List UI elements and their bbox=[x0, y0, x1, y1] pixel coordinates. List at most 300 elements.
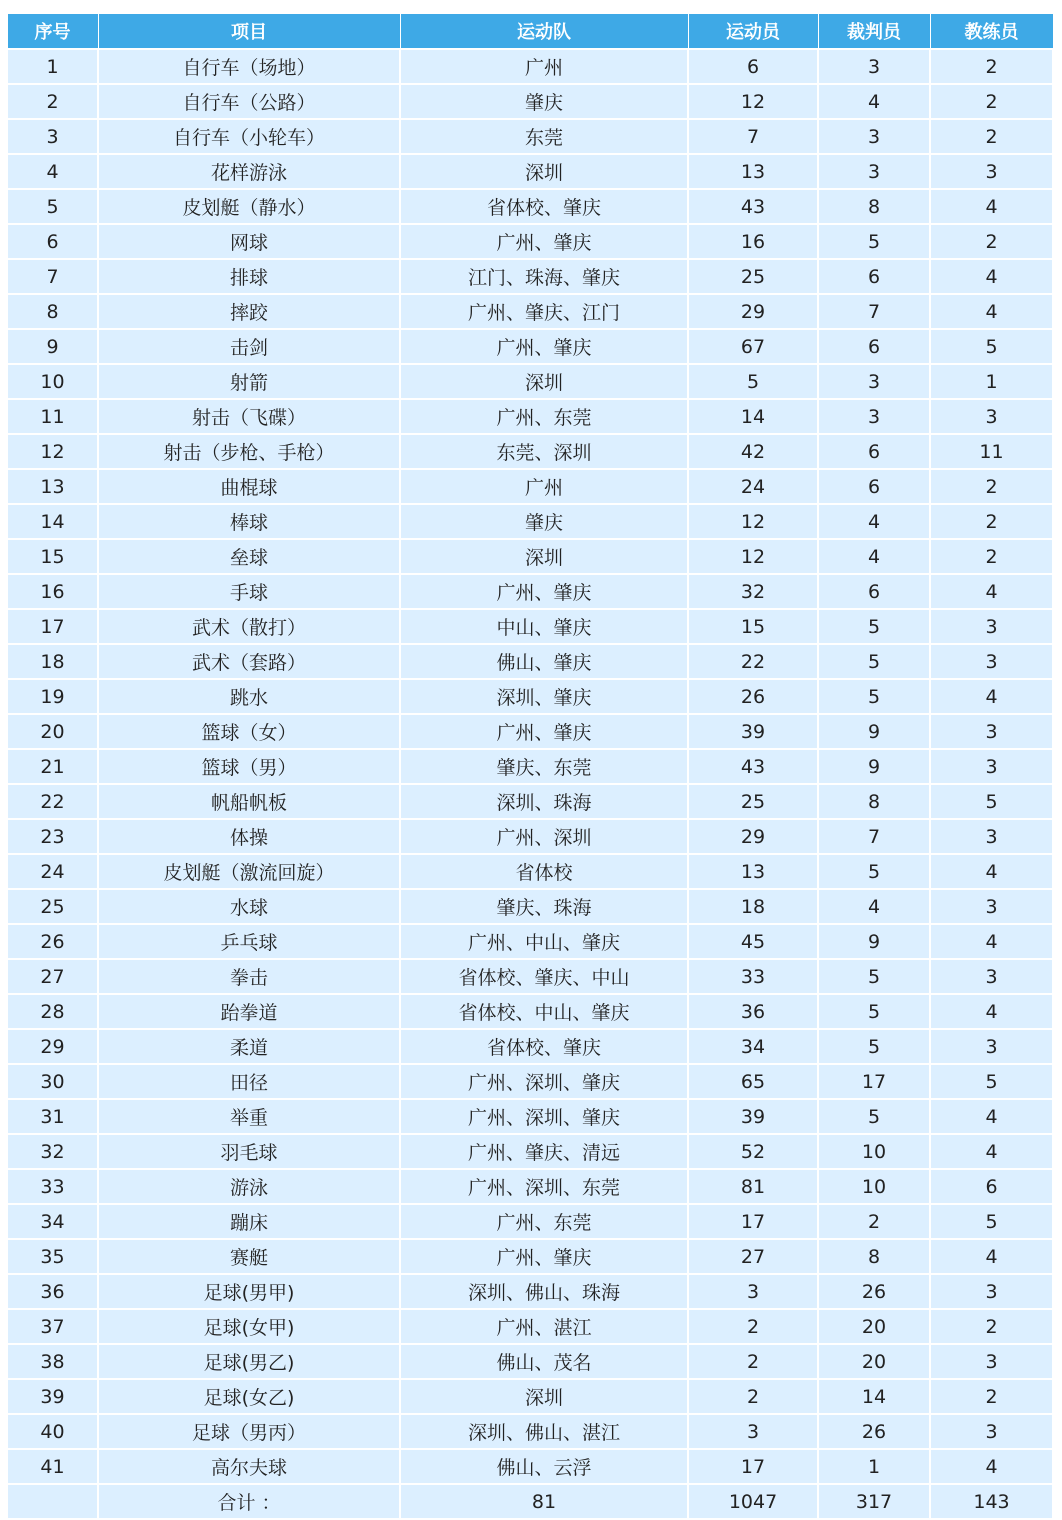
cell-athletes: 26 bbox=[688, 679, 818, 714]
cell-event: 足球(男乙) bbox=[98, 1344, 400, 1379]
cell-athletes: 15 bbox=[688, 609, 818, 644]
cell-athletes: 5 bbox=[688, 364, 818, 399]
cell-referees: 8 bbox=[818, 1239, 930, 1274]
cell-referees: 4 bbox=[818, 539, 930, 574]
table-row bbox=[7, 84, 1053, 119]
table-row bbox=[7, 609, 1053, 644]
cell-referees: 5 bbox=[818, 959, 930, 994]
cell-referees: 7 bbox=[818, 294, 930, 329]
table-row bbox=[7, 1204, 1053, 1239]
cell-referees: 26 bbox=[818, 1274, 930, 1309]
cell-event: 足球(女甲) bbox=[98, 1309, 400, 1344]
cell-referees: 9 bbox=[818, 924, 930, 959]
cell-athletes: 43 bbox=[688, 749, 818, 784]
cell-referees: 20 bbox=[818, 1309, 930, 1344]
cell-team: 深圳 bbox=[400, 539, 688, 574]
table-row bbox=[7, 259, 1053, 294]
cell-event: 垒球 bbox=[98, 539, 400, 574]
cell-event: 篮球（男） bbox=[98, 749, 400, 784]
table-footer bbox=[7, 1484, 1053, 1519]
cell-athletes: 17 bbox=[688, 1449, 818, 1484]
cell-team: 深圳、珠海 bbox=[400, 784, 688, 819]
table-row bbox=[7, 154, 1053, 189]
cell-team: 佛山、肇庆 bbox=[400, 644, 688, 679]
header-team: 运动队 bbox=[400, 14, 688, 50]
header-index: 序号 bbox=[7, 14, 98, 50]
cell-referees: 6 bbox=[818, 434, 930, 469]
header-row bbox=[7, 14, 1053, 50]
cell-event: 赛艇 bbox=[98, 1239, 400, 1274]
cell-referees: 3 bbox=[818, 119, 930, 154]
cell-team: 省体校、肇庆、中山 bbox=[400, 959, 688, 994]
cell-referees: 4 bbox=[818, 84, 930, 119]
cell-index: 33 bbox=[7, 1169, 98, 1204]
cell-index: 3 bbox=[7, 119, 98, 154]
cell-team: 东莞、深圳 bbox=[400, 434, 688, 469]
cell-team: 广州、肇庆 bbox=[400, 224, 688, 259]
cell-index: 25 bbox=[7, 889, 98, 924]
cell-referees: 5 bbox=[818, 1099, 930, 1134]
delegation-table bbox=[6, 13, 1054, 1520]
cell-event: 皮划艇（静水） bbox=[98, 189, 400, 224]
cell-coaches: 2 bbox=[930, 504, 1053, 539]
cell-coaches: 3 bbox=[930, 1274, 1053, 1309]
cell-coaches: 11 bbox=[930, 434, 1053, 469]
cell-team: 省体校、肇庆 bbox=[400, 1029, 688, 1064]
cell-coaches: 2 bbox=[930, 49, 1053, 84]
cell-referees: 2 bbox=[818, 1204, 930, 1239]
table-row bbox=[7, 1274, 1053, 1309]
table-row bbox=[7, 819, 1053, 854]
cell-coaches: 3 bbox=[930, 609, 1053, 644]
total-label: 合计 ： bbox=[98, 1484, 400, 1519]
cell-coaches: 5 bbox=[930, 1064, 1053, 1099]
cell-index: 31 bbox=[7, 1099, 98, 1134]
cell-coaches: 4 bbox=[930, 189, 1053, 224]
total-row bbox=[7, 1484, 1053, 1519]
cell-referees: 17 bbox=[818, 1064, 930, 1099]
header-referees: 裁判员 bbox=[818, 14, 930, 50]
cell-referees: 6 bbox=[818, 329, 930, 364]
cell-team: 广州 bbox=[400, 469, 688, 504]
cell-referees: 10 bbox=[818, 1169, 930, 1204]
cell-index: 18 bbox=[7, 644, 98, 679]
cell-index: 12 bbox=[7, 434, 98, 469]
cell-coaches: 4 bbox=[930, 1239, 1053, 1274]
cell-referees: 10 bbox=[818, 1134, 930, 1169]
cell-coaches: 4 bbox=[930, 924, 1053, 959]
cell-index: 19 bbox=[7, 679, 98, 714]
cell-coaches: 4 bbox=[930, 1449, 1053, 1484]
cell-team: 广州、深圳、肇庆 bbox=[400, 1099, 688, 1134]
table-row bbox=[7, 1099, 1053, 1134]
cell-team: 省体校、中山、肇庆 bbox=[400, 994, 688, 1029]
cell-team: 广州、肇庆 bbox=[400, 574, 688, 609]
cell-coaches: 3 bbox=[930, 1029, 1053, 1064]
cell-index: 38 bbox=[7, 1344, 98, 1379]
cell-coaches: 3 bbox=[930, 959, 1053, 994]
cell-team: 省体校、肇庆 bbox=[400, 189, 688, 224]
table-row bbox=[7, 1309, 1053, 1344]
cell-team: 广州、肇庆 bbox=[400, 329, 688, 364]
cell-athletes: 45 bbox=[688, 924, 818, 959]
cell-athletes: 29 bbox=[688, 294, 818, 329]
cell-coaches: 1 bbox=[930, 364, 1053, 399]
cell-referees: 5 bbox=[818, 644, 930, 679]
cell-coaches: 4 bbox=[930, 679, 1053, 714]
cell-referees: 8 bbox=[818, 784, 930, 819]
cell-team: 佛山、茂名 bbox=[400, 1344, 688, 1379]
cell-team: 佛山、云浮 bbox=[400, 1449, 688, 1484]
cell-index: 6 bbox=[7, 224, 98, 259]
table-row bbox=[7, 1064, 1053, 1099]
cell-referees: 3 bbox=[818, 364, 930, 399]
table-row bbox=[7, 924, 1053, 959]
cell-coaches: 3 bbox=[930, 1344, 1053, 1379]
cell-event: 足球(男甲) bbox=[98, 1274, 400, 1309]
cell-referees: 4 bbox=[818, 504, 930, 539]
cell-coaches: 4 bbox=[930, 1134, 1053, 1169]
cell-athletes: 2 bbox=[688, 1309, 818, 1344]
cell-athletes: 65 bbox=[688, 1064, 818, 1099]
cell-athletes: 6 bbox=[688, 49, 818, 84]
cell-athletes: 7 bbox=[688, 119, 818, 154]
cell-index: 32 bbox=[7, 1134, 98, 1169]
cell-index: 26 bbox=[7, 924, 98, 959]
cell-coaches: 4 bbox=[930, 259, 1053, 294]
cell-team: 中山、肇庆 bbox=[400, 609, 688, 644]
table-row bbox=[7, 1449, 1053, 1484]
cell-athletes: 33 bbox=[688, 959, 818, 994]
cell-coaches: 2 bbox=[930, 224, 1053, 259]
cell-event: 自行车（场地） bbox=[98, 49, 400, 84]
cell-team: 广州、深圳、肇庆 bbox=[400, 1064, 688, 1099]
cell-team: 深圳 bbox=[400, 364, 688, 399]
cell-event: 举重 bbox=[98, 1099, 400, 1134]
total-athletes: 1047 bbox=[688, 1484, 818, 1519]
cell-athletes: 24 bbox=[688, 469, 818, 504]
table-row bbox=[7, 1344, 1053, 1379]
cell-coaches: 3 bbox=[930, 819, 1053, 854]
cell-referees: 6 bbox=[818, 469, 930, 504]
cell-athletes: 3 bbox=[688, 1274, 818, 1309]
cell-index: 20 bbox=[7, 714, 98, 749]
cell-team: 广州、深圳、东莞 bbox=[400, 1169, 688, 1204]
cell-team: 东莞 bbox=[400, 119, 688, 154]
cell-referees: 9 bbox=[818, 714, 930, 749]
cell-coaches: 5 bbox=[930, 329, 1053, 364]
cell-team: 广州、肇庆 bbox=[400, 714, 688, 749]
cell-athletes: 39 bbox=[688, 1099, 818, 1134]
cell-event: 乒乓球 bbox=[98, 924, 400, 959]
cell-coaches: 6 bbox=[930, 1169, 1053, 1204]
cell-athletes: 2 bbox=[688, 1344, 818, 1379]
cell-index: 35 bbox=[7, 1239, 98, 1274]
table-row bbox=[7, 784, 1053, 819]
cell-athletes: 27 bbox=[688, 1239, 818, 1274]
table-row bbox=[7, 399, 1053, 434]
cell-index: 1 bbox=[7, 49, 98, 84]
total-coaches: 143 bbox=[930, 1484, 1053, 1519]
cell-event: 篮球（女） bbox=[98, 714, 400, 749]
cell-event: 曲棍球 bbox=[98, 469, 400, 504]
cell-index: 13 bbox=[7, 469, 98, 504]
cell-athletes: 43 bbox=[688, 189, 818, 224]
cell-athletes: 22 bbox=[688, 644, 818, 679]
cell-event: 帆船帆板 bbox=[98, 784, 400, 819]
cell-index: 34 bbox=[7, 1204, 98, 1239]
cell-event: 跆拳道 bbox=[98, 994, 400, 1029]
cell-athletes: 67 bbox=[688, 329, 818, 364]
table-row bbox=[7, 679, 1053, 714]
cell-athletes: 14 bbox=[688, 399, 818, 434]
table-row bbox=[7, 574, 1053, 609]
cell-index: 8 bbox=[7, 294, 98, 329]
cell-index: 4 bbox=[7, 154, 98, 189]
cell-coaches: 3 bbox=[930, 714, 1053, 749]
cell-referees: 5 bbox=[818, 609, 930, 644]
cell-event: 高尔夫球 bbox=[98, 1449, 400, 1484]
cell-event: 游泳 bbox=[98, 1169, 400, 1204]
cell-athletes: 36 bbox=[688, 994, 818, 1029]
table-row bbox=[7, 994, 1053, 1029]
cell-team: 广州、湛江 bbox=[400, 1309, 688, 1344]
cell-coaches: 2 bbox=[930, 539, 1053, 574]
table-row bbox=[7, 364, 1053, 399]
cell-index: 41 bbox=[7, 1449, 98, 1484]
cell-team: 广州、深圳 bbox=[400, 819, 688, 854]
cell-coaches: 3 bbox=[930, 399, 1053, 434]
cell-event: 自行车（小轮车） bbox=[98, 119, 400, 154]
cell-index: 21 bbox=[7, 749, 98, 784]
cell-coaches: 2 bbox=[930, 1379, 1053, 1414]
table-row bbox=[7, 1414, 1053, 1449]
header-event: 项目 bbox=[98, 14, 400, 50]
cell-event: 花样游泳 bbox=[98, 154, 400, 189]
cell-index: 27 bbox=[7, 959, 98, 994]
cell-team: 深圳、佛山、珠海 bbox=[400, 1274, 688, 1309]
cell-referees: 26 bbox=[818, 1414, 930, 1449]
cell-athletes: 25 bbox=[688, 784, 818, 819]
cell-team: 省体校 bbox=[400, 854, 688, 889]
cell-index: 29 bbox=[7, 1029, 98, 1064]
cell-event: 柔道 bbox=[98, 1029, 400, 1064]
cell-team: 广州、肇庆、江门 bbox=[400, 294, 688, 329]
cell-index: 15 bbox=[7, 539, 98, 574]
table-row bbox=[7, 434, 1053, 469]
cell-index: 39 bbox=[7, 1379, 98, 1414]
cell-team: 广州 bbox=[400, 49, 688, 84]
cell-event: 水球 bbox=[98, 889, 400, 924]
cell-athletes: 42 bbox=[688, 434, 818, 469]
table-row bbox=[7, 119, 1053, 154]
cell-index: 17 bbox=[7, 609, 98, 644]
cell-event: 蹦床 bbox=[98, 1204, 400, 1239]
cell-index: 30 bbox=[7, 1064, 98, 1099]
table-row bbox=[7, 714, 1053, 749]
cell-coaches: 3 bbox=[930, 1414, 1053, 1449]
cell-athletes: 3 bbox=[688, 1414, 818, 1449]
cell-team: 深圳、肇庆 bbox=[400, 679, 688, 714]
cell-team: 肇庆、东莞 bbox=[400, 749, 688, 784]
cell-team: 肇庆 bbox=[400, 504, 688, 539]
cell-athletes: 25 bbox=[688, 259, 818, 294]
cell-team: 江门、珠海、肇庆 bbox=[400, 259, 688, 294]
cell-athletes: 13 bbox=[688, 854, 818, 889]
cell-referees: 5 bbox=[818, 994, 930, 1029]
cell-coaches: 5 bbox=[930, 784, 1053, 819]
cell-event: 手球 bbox=[98, 574, 400, 609]
cell-event: 足球(女乙) bbox=[98, 1379, 400, 1414]
cell-referees: 6 bbox=[818, 574, 930, 609]
cell-index: 2 bbox=[7, 84, 98, 119]
table-row bbox=[7, 1239, 1053, 1274]
cell-athletes: 29 bbox=[688, 819, 818, 854]
cell-coaches: 4 bbox=[930, 994, 1053, 1029]
total-referees: 317 bbox=[818, 1484, 930, 1519]
cell-event: 棒球 bbox=[98, 504, 400, 539]
cell-index: 36 bbox=[7, 1274, 98, 1309]
cell-coaches: 2 bbox=[930, 84, 1053, 119]
cell-athletes: 18 bbox=[688, 889, 818, 924]
total-teams: 81 bbox=[400, 1484, 688, 1519]
cell-event: 射击（飞碟） bbox=[98, 399, 400, 434]
cell-event: 自行车（公路） bbox=[98, 84, 400, 119]
cell-team: 深圳 bbox=[400, 1379, 688, 1414]
cell-coaches: 3 bbox=[930, 154, 1053, 189]
cell-index: 37 bbox=[7, 1309, 98, 1344]
cell-index: 10 bbox=[7, 364, 98, 399]
cell-event: 田径 bbox=[98, 1064, 400, 1099]
cell-event: 足球（男丙） bbox=[98, 1414, 400, 1449]
cell-event: 击剑 bbox=[98, 329, 400, 364]
table-body bbox=[7, 49, 1053, 1484]
cell-referees: 3 bbox=[818, 154, 930, 189]
table-row bbox=[7, 1029, 1053, 1064]
cell-referees: 9 bbox=[818, 749, 930, 784]
cell-index: 11 bbox=[7, 399, 98, 434]
cell-team: 广州、东莞 bbox=[400, 1204, 688, 1239]
cell-athletes: 13 bbox=[688, 154, 818, 189]
cell-index: 5 bbox=[7, 189, 98, 224]
table-row bbox=[7, 539, 1053, 574]
total-index bbox=[7, 1484, 98, 1519]
cell-team: 深圳 bbox=[400, 154, 688, 189]
table-row bbox=[7, 189, 1053, 224]
cell-event: 体操 bbox=[98, 819, 400, 854]
cell-athletes: 2 bbox=[688, 1379, 818, 1414]
cell-index: 9 bbox=[7, 329, 98, 364]
header-coaches: 教练员 bbox=[930, 14, 1053, 50]
cell-athletes: 39 bbox=[688, 714, 818, 749]
cell-athletes: 12 bbox=[688, 84, 818, 119]
table-row bbox=[7, 959, 1053, 994]
cell-athletes: 52 bbox=[688, 1134, 818, 1169]
cell-event: 网球 bbox=[98, 224, 400, 259]
cell-index: 28 bbox=[7, 994, 98, 1029]
cell-referees: 5 bbox=[818, 1029, 930, 1064]
cell-athletes: 17 bbox=[688, 1204, 818, 1239]
cell-referees: 8 bbox=[818, 189, 930, 224]
table-header bbox=[7, 14, 1053, 50]
cell-referees: 6 bbox=[818, 259, 930, 294]
table-row bbox=[7, 1379, 1053, 1414]
cell-athletes: 12 bbox=[688, 504, 818, 539]
cell-event: 武术（散打） bbox=[98, 609, 400, 644]
cell-coaches: 4 bbox=[930, 1099, 1053, 1134]
cell-athletes: 32 bbox=[688, 574, 818, 609]
cell-event: 皮划艇（激流回旋） bbox=[98, 854, 400, 889]
cell-event: 射击（步枪、手枪） bbox=[98, 434, 400, 469]
cell-coaches: 2 bbox=[930, 119, 1053, 154]
cell-team: 肇庆、珠海 bbox=[400, 889, 688, 924]
cell-coaches: 4 bbox=[930, 294, 1053, 329]
cell-event: 羽毛球 bbox=[98, 1134, 400, 1169]
cell-referees: 3 bbox=[818, 399, 930, 434]
cell-referees: 20 bbox=[818, 1344, 930, 1379]
table-row bbox=[7, 1134, 1053, 1169]
cell-athletes: 81 bbox=[688, 1169, 818, 1204]
table-row bbox=[7, 294, 1053, 329]
header-athletes: 运动员 bbox=[688, 14, 818, 50]
cell-team: 广州、东莞 bbox=[400, 399, 688, 434]
table-row bbox=[7, 1169, 1053, 1204]
cell-referees: 14 bbox=[818, 1379, 930, 1414]
cell-team: 肇庆 bbox=[400, 84, 688, 119]
cell-index: 14 bbox=[7, 504, 98, 539]
cell-coaches: 4 bbox=[930, 854, 1053, 889]
table-row bbox=[7, 854, 1053, 889]
cell-index: 23 bbox=[7, 819, 98, 854]
cell-referees: 4 bbox=[818, 889, 930, 924]
cell-event: 拳击 bbox=[98, 959, 400, 994]
cell-coaches: 4 bbox=[930, 574, 1053, 609]
table-row bbox=[7, 889, 1053, 924]
cell-coaches: 3 bbox=[930, 749, 1053, 784]
cell-team: 广州、中山、肇庆 bbox=[400, 924, 688, 959]
cell-event: 射箭 bbox=[98, 364, 400, 399]
cell-referees: 1 bbox=[818, 1449, 930, 1484]
cell-athletes: 12 bbox=[688, 539, 818, 574]
cell-index: 40 bbox=[7, 1414, 98, 1449]
cell-referees: 5 bbox=[818, 854, 930, 889]
table-row bbox=[7, 644, 1053, 679]
cell-index: 7 bbox=[7, 259, 98, 294]
cell-coaches: 3 bbox=[930, 889, 1053, 924]
table-row bbox=[7, 504, 1053, 539]
cell-team: 深圳、佛山、湛江 bbox=[400, 1414, 688, 1449]
cell-athletes: 34 bbox=[688, 1029, 818, 1064]
table-row bbox=[7, 749, 1053, 784]
table-row bbox=[7, 49, 1053, 84]
cell-team: 广州、肇庆、清远 bbox=[400, 1134, 688, 1169]
cell-index: 16 bbox=[7, 574, 98, 609]
cell-coaches: 2 bbox=[930, 469, 1053, 504]
cell-referees: 5 bbox=[818, 679, 930, 714]
cell-event: 跳水 bbox=[98, 679, 400, 714]
cell-event: 排球 bbox=[98, 259, 400, 294]
cell-referees: 5 bbox=[818, 224, 930, 259]
cell-coaches: 3 bbox=[930, 644, 1053, 679]
table-row bbox=[7, 469, 1053, 504]
cell-coaches: 5 bbox=[930, 1204, 1053, 1239]
cell-coaches: 2 bbox=[930, 1309, 1053, 1344]
cell-event: 摔跤 bbox=[98, 294, 400, 329]
cell-index: 22 bbox=[7, 784, 98, 819]
cell-index: 24 bbox=[7, 854, 98, 889]
table-row bbox=[7, 329, 1053, 364]
cell-referees: 3 bbox=[818, 49, 930, 84]
